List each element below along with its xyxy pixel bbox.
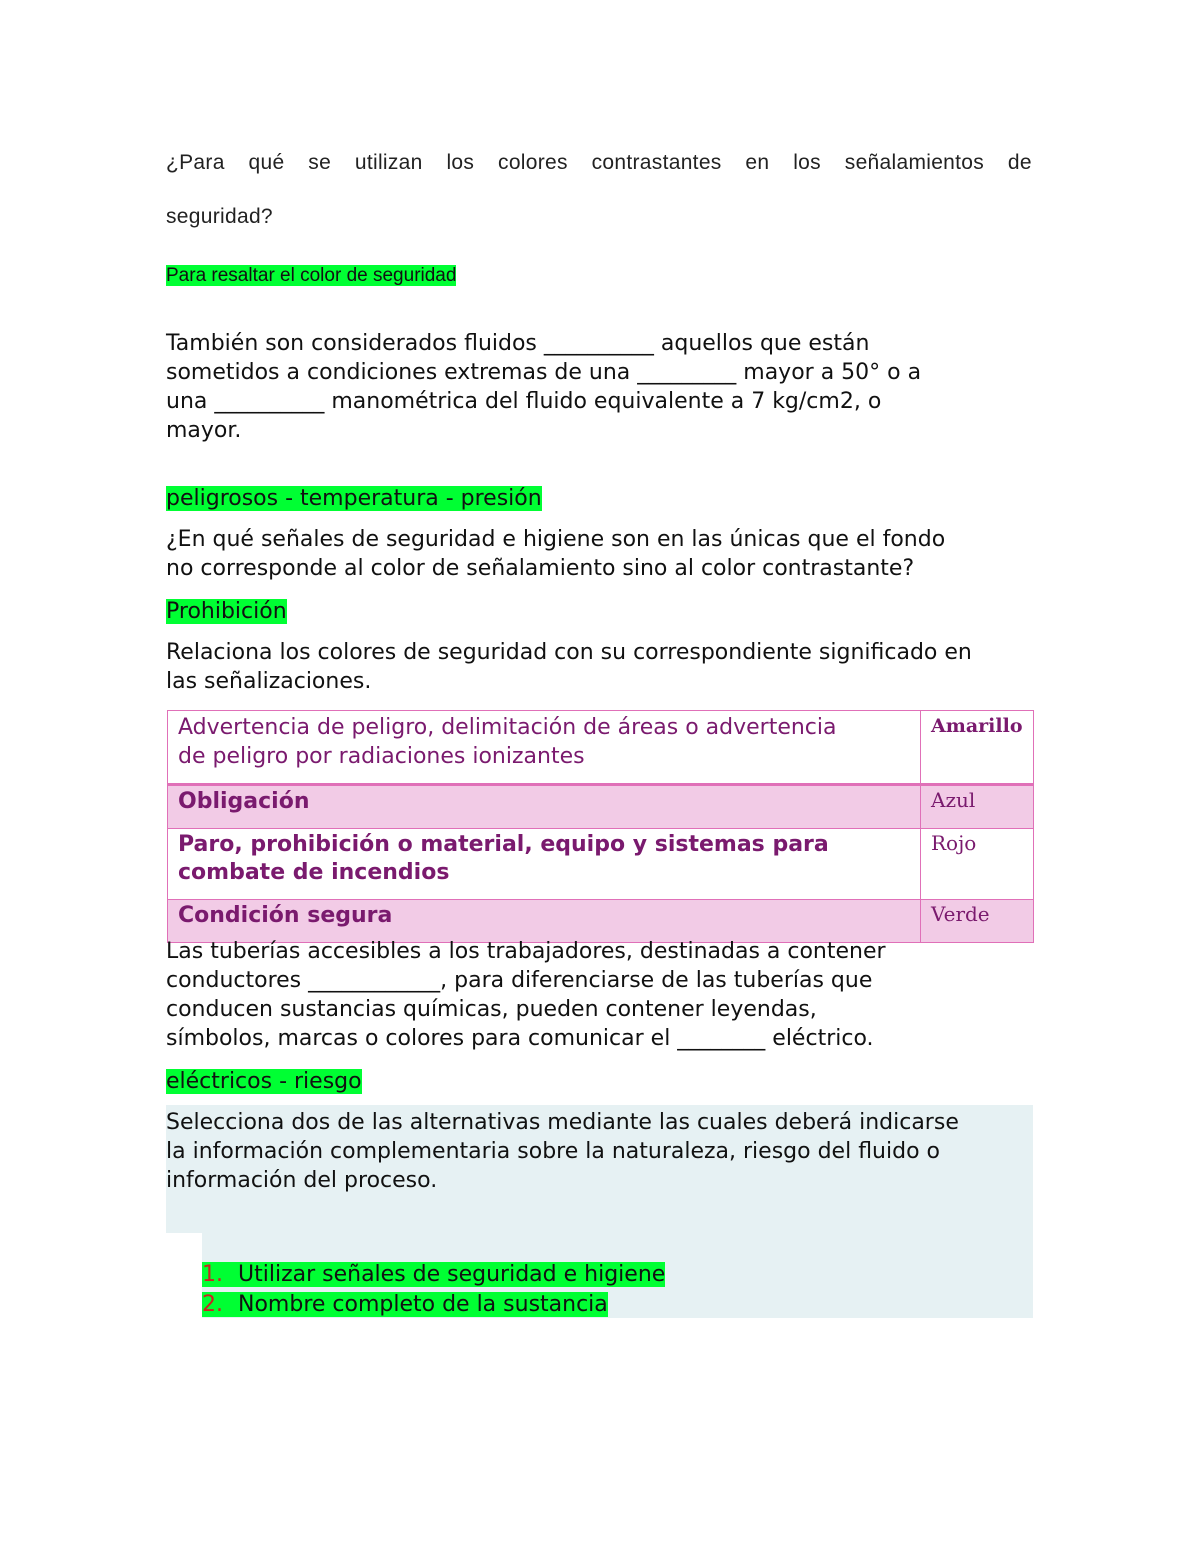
table-row [168,785,1034,829]
list-item [202,1260,665,1290]
word: de [1007,151,1032,174]
paragraph-line: Las tuberías accesibles a los trabajadores, destinadas a contener [166,939,886,964]
color-cell: Azul [921,785,1034,829]
word: contrastantes [591,151,722,174]
color-cell: Rojo [921,829,1034,900]
answer-highlight-5 [166,1067,1036,1096]
color-cell: Amarillo [921,711,1034,785]
question-line: no corresponde al color de señalamiento sino al color contrastante? [166,556,915,581]
word: señalamientos [844,151,985,174]
paragraph-line: mayor. [166,418,242,443]
word: los [793,151,821,174]
question-line: ¿En qué señales de seguridad e higiene son en las únicas que el fondo [166,527,946,552]
paragraph-line: conductores ____________, para diferenciarse de las tuberías que [166,968,873,993]
list-number: 1. [202,1262,223,1287]
alternatives-list [202,1260,665,1320]
meaning-text: Paro, prohibición o material, equipo y sistemas para [178,832,829,857]
meaning-cell [168,711,921,785]
table-row [168,711,1034,785]
question-line: las señalizaciones. [166,669,372,694]
meaning-text: de peligro por radiaciones ionizantes [178,744,585,769]
paragraph-line: una __________ manométrica del fluido equivalente a 7 kg/cm2, o [166,389,882,414]
answer-text: Prohibición [166,599,287,624]
answer-text: peligrosos - temperatura - presión [166,486,542,511]
word: qué [248,151,285,174]
question-line-2: seguridad? [166,205,273,228]
answer-highlight-1 [166,263,456,289]
question-line-1 [166,136,1032,190]
select-alternatives-box [166,1105,1033,1318]
box-notch [166,1233,202,1318]
word: colores [498,151,568,174]
meaning-text: Advertencia de peligro, delimitación de áreas o advertencia [178,715,837,740]
paragraph-fluids [166,329,1036,445]
word: los [446,151,475,174]
question-line: Relaciona los colores de seguridad con su correspondiente significado en [166,640,972,665]
paragraph-line: También son considerados fluidos __________ aquellos que están [166,331,870,356]
word: en [745,151,770,174]
list-text: Utilizar señales de seguridad e higiene [238,1262,666,1287]
meaning-cell: Condición segura [168,900,921,943]
answer-highlight-3 [166,597,1036,626]
paragraph-line: sometidos a condiciones extremas de una _________ mayor a 50° o a [166,360,922,385]
paragraph-pipes [166,937,1036,1053]
question-line: la información complementaria sobre la naturaleza, riesgo del fluido o [166,1139,940,1164]
answer-text: Para resaltar el color de seguridad [166,265,457,286]
paragraph-line: conducen sustancias químicas, pueden contener leyendas, [166,997,817,1022]
safety-colors-table [167,710,1034,943]
paragraph-line: símbolos, marcas o colores para comunicar el ________ eléctrico. [166,1026,874,1051]
list-text: Nombre completo de la sustancia [238,1292,608,1317]
color-cell: Verde [921,900,1034,943]
question-signs [166,525,1036,583]
question-contrast-colors [166,136,1032,244]
list-item [202,1290,665,1320]
word: se [308,151,332,174]
word: utilizan [354,151,423,174]
answer-highlight-2 [166,484,1036,513]
list-number: 2. [202,1292,223,1317]
meaning-text: combate de incendios [178,860,450,885]
word: ¿Para [166,151,225,174]
meaning-cell: Obligación [168,785,921,829]
question-line: información del proceso. [166,1168,438,1193]
table-row [168,829,1034,900]
question-relate-colors [166,638,1036,696]
select-question [166,1108,1026,1195]
answer-text: eléctricos - riesgo [166,1069,362,1094]
meaning-cell [168,829,921,900]
question-line: Selecciona dos de las alternativas mediante las cuales deberá indicarse [166,1110,959,1135]
